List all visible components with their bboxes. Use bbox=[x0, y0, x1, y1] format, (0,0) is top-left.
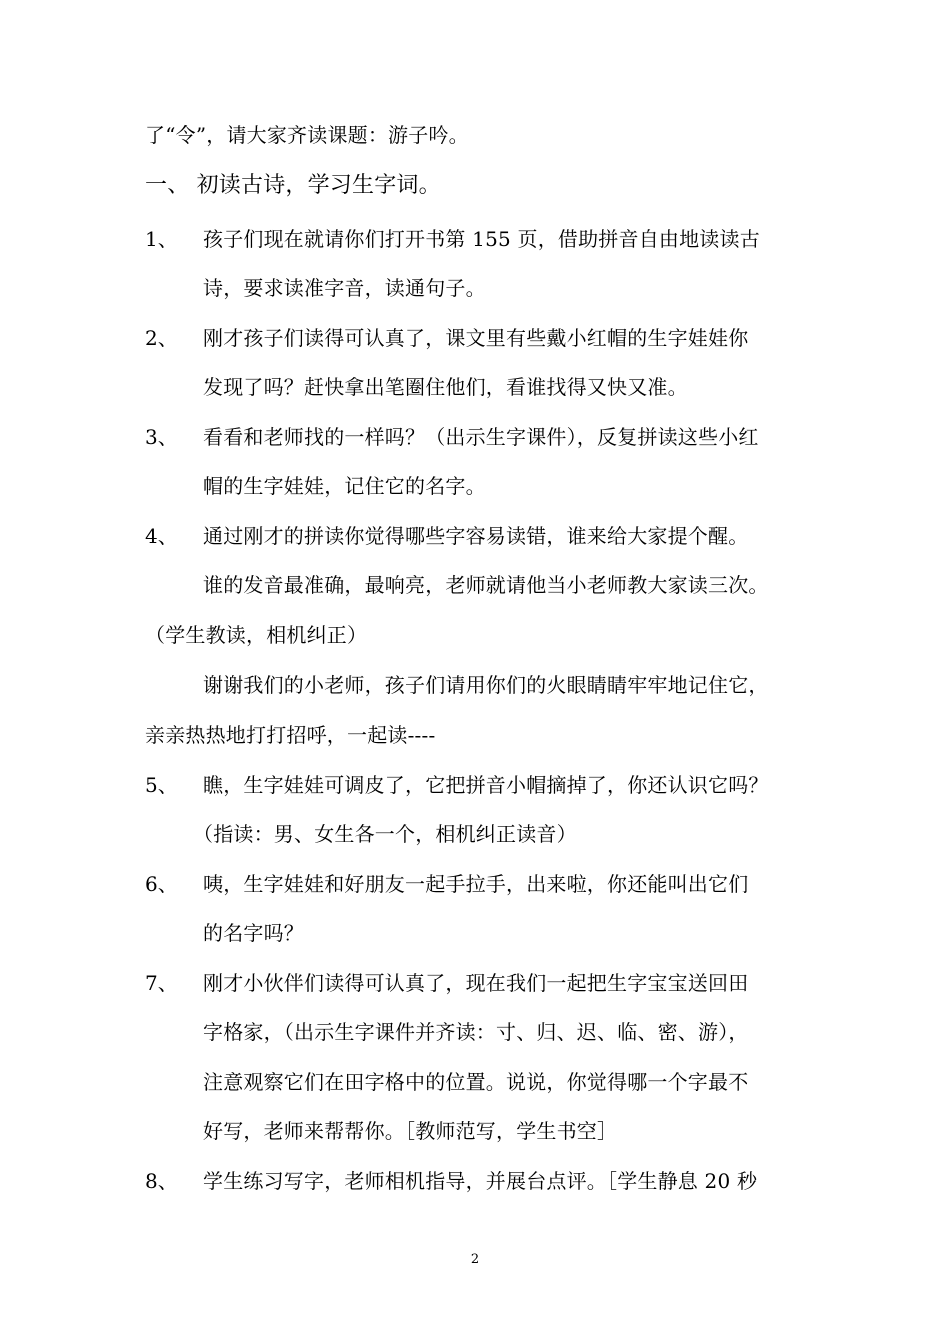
item-number-3: 3、 bbox=[145, 425, 178, 449]
item-6-line-2: 的名字吗？ bbox=[203, 921, 304, 945]
item-number-6: 6、 bbox=[145, 872, 178, 896]
item-5-line-1: 瞧，生字娃娃可调皮了，它把拼音小帽摘掉了，你还认识它吗？ bbox=[203, 773, 769, 797]
item-6-line-1: 咦，生字娃娃和好朋友一起手拉手，出来啦，你还能叫出它们 bbox=[203, 872, 749, 896]
section-heading: 一、 初读古诗，学习生字词。 bbox=[145, 173, 441, 198]
item-number-8: 8、 bbox=[145, 1169, 178, 1193]
item-3-line-1: 看看和老师找的一样吗？（出示生字课件），反复拼读这些小红 bbox=[203, 425, 759, 449]
item-4-line-1: 通过刚才的拼读你觉得哪些字容易读错，谁来给大家提个醒。 bbox=[203, 524, 749, 548]
paragraph-line-2: 亲亲热热地打打招呼，一起读---- bbox=[145, 723, 436, 747]
item-2-line-1: 刚才孩子们读得可认真了，课文里有些戴小红帽的生字娃娃你 bbox=[203, 326, 749, 350]
item-number-4: 4、 bbox=[145, 524, 178, 548]
item-1-line-2: 诗，要求读准字音，读通句子。 bbox=[203, 276, 486, 300]
item-7-line-1: 刚才小伙伴们读得可认真了，现在我们一起把生字宝宝送回田 bbox=[203, 971, 749, 995]
item-7-line-3: 注意观察它们在田字格中的位置。说说，你觉得哪一个字最不 bbox=[203, 1070, 749, 1094]
item-2-line-2: 发现了吗？赶快拿出笔圈住他们，看谁找得又快又准。 bbox=[203, 375, 688, 399]
item-1-line-1: 孩子们现在就请你们打开书第 155 页，借助拼音自由地读读古 bbox=[203, 227, 760, 251]
item-number-5: 5、 bbox=[145, 773, 178, 797]
item-7-line-4: 好写，老师来帮帮你。［教师范写，学生书空］ bbox=[203, 1119, 618, 1143]
item-4-line-2: 谁的发音最准确，最响亮，老师就请他当小老师教大家读三次。 bbox=[203, 573, 769, 597]
item-5-line-2: （指读：男、女生各一个，相机纠正读音） bbox=[193, 822, 577, 846]
opening-line: 了“令”，请大家齐读课题：游子吟。 bbox=[145, 123, 469, 147]
item-8-line-1: 学生练习写字，老师相机指导，并展台点评。［学生静息 20 秒 bbox=[203, 1169, 758, 1193]
item-number-2: 2、 bbox=[145, 326, 178, 350]
note-line: （学生教读，相机纠正） bbox=[145, 623, 368, 647]
item-7-line-2: 字格家，（出示生字课件并齐读：寸、归、迟、临、密、游）， bbox=[203, 1020, 749, 1044]
item-number-7: 7、 bbox=[145, 971, 178, 995]
item-number-1: 1、 bbox=[145, 227, 178, 251]
item-3-line-2: 帽的生字娃娃，记住它的名字。 bbox=[203, 474, 486, 498]
paragraph-line-1: 谢谢我们的小老师，孩子们请用你们的火眼睛睛牢牢地记住它， bbox=[203, 673, 769, 697]
page-number: 2 bbox=[470, 1252, 480, 1267]
